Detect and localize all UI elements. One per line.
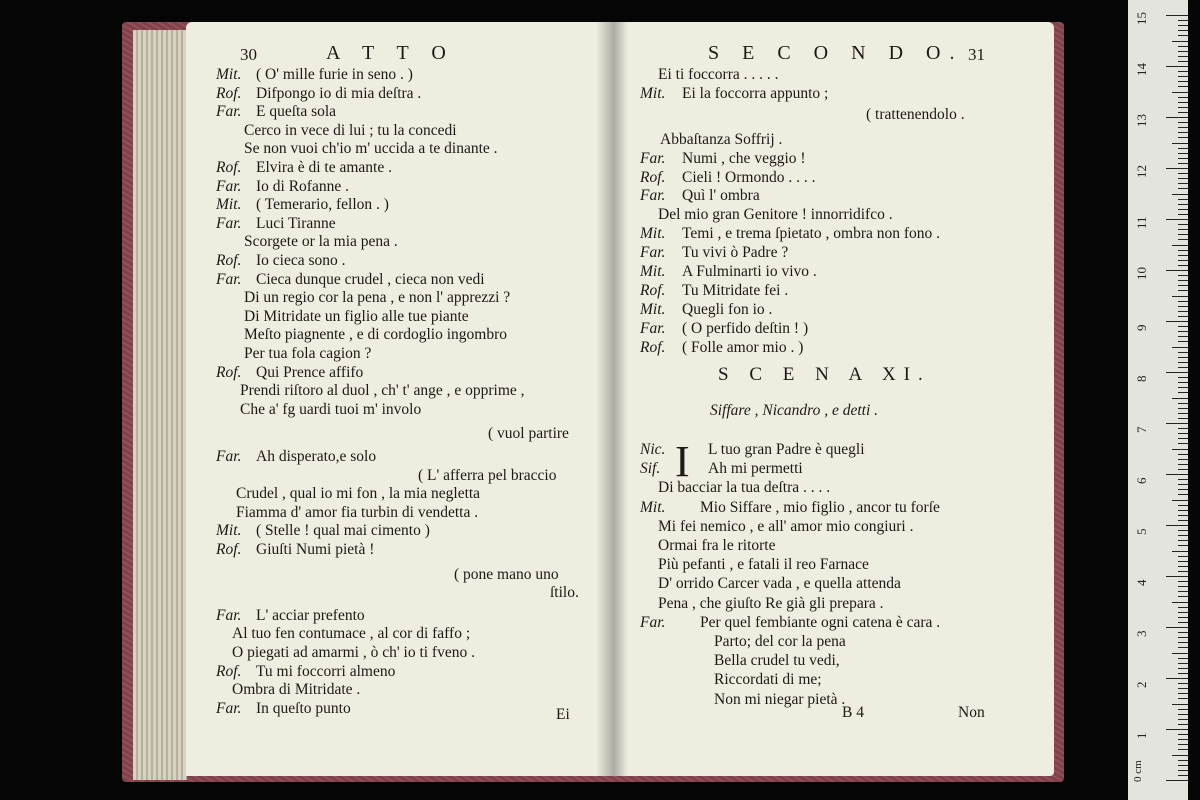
ruler-tick [1178, 540, 1188, 541]
dialogue-line: Ah mi permetti [708, 460, 803, 478]
ruler-tick [1172, 500, 1188, 501]
ruler-tick [1178, 454, 1188, 455]
dialogue-line: Bella crudel tu vedi, [714, 652, 840, 670]
ruler-tick [1178, 229, 1188, 230]
speaker-label: Far. [640, 187, 666, 205]
ruler-tick [1178, 265, 1188, 266]
ruler-tick [1178, 658, 1188, 659]
ruler-number: 2 [1134, 681, 1149, 688]
speaker-label: Far. [216, 177, 242, 195]
dialogue-line: Tu Mitridate fei . [682, 281, 789, 299]
ruler-tick [1178, 153, 1188, 154]
ruler-tick [1178, 632, 1188, 633]
ruler-tick [1178, 377, 1188, 378]
ruler-tick [1178, 734, 1188, 735]
ruler-tick [1178, 382, 1188, 383]
ruler-number: 7 [1134, 426, 1149, 433]
ruler-number: 10 [1134, 267, 1149, 280]
ruler-tick [1178, 719, 1188, 720]
ruler-tick [1178, 438, 1188, 439]
ruler-tick [1172, 551, 1188, 552]
ruler-tick [1178, 20, 1188, 21]
ruler-tick [1178, 122, 1188, 123]
speaker-label: Mit. [640, 225, 666, 243]
ruler-number: 4 [1134, 579, 1149, 586]
ruler-tick [1178, 520, 1188, 521]
ruler-tick [1178, 56, 1188, 57]
dialogue-line: Prendi riſtoro al duol , ch' t' ange , e opprime , [240, 382, 525, 400]
dialogue-line: Ei la foccorra appunto ; [682, 84, 829, 102]
ruler-tick [1166, 372, 1188, 373]
ruler-tick [1178, 459, 1188, 460]
ruler-tick [1178, 209, 1188, 210]
speaker-label: Rof. [216, 662, 242, 680]
ruler-tick [1178, 331, 1188, 332]
dialogue-line: Cieli ! Ormondo . . . . [682, 168, 816, 186]
ruler-tick [1166, 678, 1188, 679]
ruler-tick [1178, 581, 1188, 582]
ruler-tick [1178, 607, 1188, 608]
ruler-tick [1166, 423, 1188, 424]
ruler-tick [1172, 398, 1188, 399]
dialogue-line: Cerco in vece di lui ; tu la concedi [244, 121, 457, 139]
dialogue-line: Ah disperato,e solo [256, 448, 377, 465]
speaker-label: Mit. [640, 84, 666, 102]
dialogue-line: Tu vivi ò Padre ? [682, 244, 789, 262]
ruler-tick [1178, 35, 1188, 36]
dialogue-line: Per tua fola cagion ? [244, 345, 372, 362]
ruler-tick [1178, 387, 1188, 388]
ruler-number: 13 [1134, 114, 1149, 127]
dialogue-line: Per quel fembiante ogni catena è cara . [700, 613, 941, 631]
ruler-tick [1178, 275, 1188, 276]
ruler-tick [1178, 744, 1188, 745]
ruler-tick [1178, 260, 1188, 261]
dialogue-line: ſtilo. [550, 584, 579, 602]
ruler-tick [1178, 775, 1188, 776]
ruler-tick [1178, 765, 1188, 766]
ruler-tick [1178, 484, 1188, 485]
dialogue-line: Giuſti Numi pietà ! [256, 541, 375, 558]
ruler-tick [1178, 561, 1188, 562]
ruler-tick [1178, 336, 1188, 337]
ruler-tick [1178, 76, 1188, 77]
dialogue-line: Luci Tiranne [256, 214, 336, 232]
ruler-tick [1178, 280, 1188, 281]
ruler-tick [1178, 61, 1188, 62]
ruler-number: 5 [1134, 528, 1149, 535]
ruler-number: 12 [1134, 165, 1149, 178]
scene-cast: Siffare , Nicandro , e detti . [710, 402, 879, 419]
dialogue-line: Meſto piagnente , e di cordoglio ingombro [244, 326, 508, 344]
ruler-tick [1178, 530, 1188, 531]
ruler-tick [1178, 403, 1188, 404]
ruler-tick [1166, 15, 1188, 16]
speaker-label: Rof. [640, 281, 666, 299]
ruler-tick [1178, 250, 1188, 251]
ruler-tick [1166, 270, 1188, 271]
dialogue-line: ( vuol partire [488, 425, 569, 443]
speaker-label: Far. [216, 699, 242, 717]
dialogue-line: Di un regio cor la pena , e non l' apprezzi ? [244, 289, 511, 307]
signature-mark: B 4 [842, 704, 864, 721]
ruler-tick [1178, 199, 1188, 200]
ruler-tick [1178, 107, 1188, 108]
ruler-tick [1178, 622, 1188, 623]
dialogue-line: Ei ti foccorra . . . . . [658, 66, 779, 83]
ruler-tick [1178, 158, 1188, 159]
dialogue-line: Temi , e trema ſpietato , ombra non fono . [682, 225, 941, 243]
ruler-tick [1172, 704, 1188, 705]
dialogue-line: Non mi niegar pietà . [714, 690, 846, 708]
ruler-tick [1178, 132, 1188, 133]
ruler-tick [1178, 148, 1188, 149]
ruler-tick [1178, 86, 1188, 87]
ruler-tick [1178, 760, 1188, 761]
dialogue-line: D' orrido Carcer vada , e quella attenda [658, 575, 901, 593]
dialogue-line: Mio Siffare , mio figlio , ancor tu forſe [700, 498, 940, 516]
dialogue-line: ( pone mano uno [454, 565, 559, 583]
ruler-tick [1178, 724, 1188, 725]
ruler-tick [1178, 352, 1188, 353]
page-stack-edge [133, 30, 187, 780]
ruler-tick [1172, 194, 1188, 195]
ruler-tick [1178, 683, 1188, 684]
ruler-tick [1178, 479, 1188, 480]
dialogue-line: L' acciar prefento [256, 606, 365, 624]
ruler-tick [1178, 301, 1188, 302]
ruler-tick [1178, 316, 1188, 317]
ruler-tick [1178, 668, 1188, 669]
speaker-label: Far. [216, 448, 242, 465]
dialogue-line: ( Stelle ! qual mai cimento ) [256, 522, 430, 540]
ruler-tick [1178, 30, 1188, 31]
dialogue-line: ( Folle amor mio . ) [682, 338, 804, 356]
dialogue-line: E queſta sola [256, 103, 337, 121]
ruler-tick [1178, 489, 1188, 490]
speaker-label: Rof. [216, 84, 242, 102]
dialogue-line: Parto; del cor la pena [714, 633, 846, 650]
ruler-tick [1178, 637, 1188, 638]
speaker-label: Rof. [216, 363, 242, 381]
dialogue-line: Mi fei nemico , e all' amor mio congiuri . [658, 517, 914, 535]
dialogue-line: Di Mitridate un figlio alle tue piante [244, 307, 469, 325]
ruler-tick [1178, 71, 1188, 72]
ruler-tick [1178, 173, 1188, 174]
dialogue-line: Qui Prence affifo [256, 363, 364, 381]
right-catchword: Non [958, 704, 985, 721]
ruler-tick [1178, 418, 1188, 419]
dialogue-line: Elvira è di te amante . [256, 159, 392, 176]
dialogue-line: Numi , che veggio ! [682, 149, 806, 167]
speaker-label: Rof. [640, 338, 666, 356]
ruler-tick [1166, 525, 1188, 526]
ruler-tick [1178, 408, 1188, 409]
dialogue-line: Se non vuoi ch'io m' uccida a te dinante . [244, 140, 498, 158]
dialogue-line: ( O' mille furie in seno . ) [256, 66, 413, 83]
ruler-tick [1178, 612, 1188, 613]
ruler-tick [1178, 290, 1188, 291]
dialogue-line: Più pefanti , e fatali il reo Farnace [658, 556, 869, 574]
ruler-tick [1178, 749, 1188, 750]
ruler-tick [1178, 102, 1188, 103]
right-page-number: 31 [968, 45, 985, 64]
ruler-tick [1166, 576, 1188, 577]
ruler-tick [1178, 255, 1188, 256]
ruler-tick [1172, 755, 1188, 756]
speaker-label: Mit. [216, 522, 242, 540]
ruler-tick [1178, 234, 1188, 235]
ruler-tick [1178, 326, 1188, 327]
ruler-tick [1166, 66, 1188, 67]
speaker-label: Far. [640, 613, 666, 631]
speaker-label: Mit. [640, 498, 666, 516]
ruler-tick [1178, 586, 1188, 587]
ruler-number: 15 [1134, 12, 1149, 25]
ruler-tick [1172, 653, 1188, 654]
speaker-label: Sif. [640, 460, 661, 478]
ruler-number: 3 [1134, 630, 1149, 637]
ruler-tick [1178, 693, 1188, 694]
ruler-tick [1178, 688, 1188, 689]
ruler-tick [1178, 469, 1188, 470]
measuring-ruler [1128, 0, 1188, 800]
dialogue-line: ( Temerario, fellon . ) [256, 196, 389, 214]
ruler-tick [1178, 51, 1188, 52]
book-gutter [596, 22, 628, 776]
ruler-tick [1178, 647, 1188, 648]
speaker-label: Rof. [216, 252, 242, 269]
dialogue-line: O piegati ad amarmi , ò ch' io ti fveno . [232, 644, 475, 661]
ruler-tick [1178, 770, 1188, 771]
ruler-number: 6 [1134, 477, 1149, 484]
ruler-tick [1178, 81, 1188, 82]
speaker-label: Rof. [216, 541, 242, 558]
ruler-tick [1178, 285, 1188, 286]
speaker-label: Far. [216, 270, 242, 288]
ruler-tick [1178, 556, 1188, 557]
ruler-tick [1178, 127, 1188, 128]
speaker-label: Mit. [216, 196, 242, 214]
dialogue-line: Di bacciar la tua deſtra . . . . [658, 479, 831, 497]
dialogue-line: Difpongo io di mia deſtra . [256, 84, 422, 102]
big-initial-letter: I [675, 437, 690, 486]
ruler-tick [1178, 188, 1188, 189]
ruler-tick [1178, 311, 1188, 312]
ruler-tick [1172, 347, 1188, 348]
ruler-tick [1178, 239, 1188, 240]
speaker-label: Rof. [216, 159, 242, 176]
ruler-tick [1178, 535, 1188, 536]
ruler-tick [1178, 306, 1188, 307]
speaker-label: Far. [640, 244, 666, 262]
scene-title: S C E N A XI. [718, 364, 931, 385]
ruler-unit-label: 0 cm [1132, 760, 1144, 782]
ruler-number: 8 [1134, 375, 1149, 382]
ruler-tick [1178, 591, 1188, 592]
ruler-tick [1172, 602, 1188, 603]
ruler-tick [1178, 566, 1188, 567]
dialogue-line: ( trattenendolo . [866, 105, 965, 123]
dialogue-line: Al tuo fen contumace , al cor di faffo ; [232, 625, 471, 643]
dialogue-line: Del mio gran Genitore ! innorridifco . [658, 206, 893, 224]
ruler-tick [1172, 449, 1188, 450]
ruler-tick [1166, 117, 1188, 118]
ruler-tick [1178, 596, 1188, 597]
ruler-tick [1178, 714, 1188, 715]
ruler-tick [1178, 505, 1188, 506]
speaker-label: Mit. [640, 263, 666, 280]
ruler-tick [1178, 97, 1188, 98]
ruler-tick [1178, 515, 1188, 516]
ruler-tick [1178, 413, 1188, 414]
dialogue-line: Cieca dunque crudel , cieca non vedi [256, 270, 485, 288]
ruler-tick [1166, 780, 1188, 781]
ruler-tick [1166, 168, 1188, 169]
dialogue-line: Fiamma d' amor fia turbin di vendetta . [236, 503, 479, 521]
ruler-tick [1178, 494, 1188, 495]
ruler-tick [1172, 41, 1188, 42]
ruler-tick [1166, 219, 1188, 220]
left-page-number: 30 [240, 45, 257, 64]
ruler-number: 14 [1134, 63, 1149, 76]
ruler-tick [1178, 163, 1188, 164]
ruler-tick [1178, 341, 1188, 342]
speaker-label: Far. [216, 103, 242, 121]
dialogue-line: Scorgete or la mia pena . [244, 233, 398, 251]
ruler-tick [1178, 204, 1188, 205]
ruler-tick [1178, 545, 1188, 546]
dialogue-line: Quì l' ombra [682, 187, 760, 205]
ruler-tick [1178, 178, 1188, 179]
right-header-title: S E C O N D O. [708, 42, 964, 64]
ruler-tick [1178, 367, 1188, 368]
speaker-label: Mit. [640, 300, 666, 318]
ruler-tick [1172, 143, 1188, 144]
ruler-tick [1178, 443, 1188, 444]
ruler-tick [1166, 627, 1188, 628]
ruler-tick [1178, 112, 1188, 113]
ruler-tick [1178, 183, 1188, 184]
ruler-tick [1178, 739, 1188, 740]
ruler-tick [1178, 25, 1188, 26]
ruler-tick [1178, 571, 1188, 572]
dialogue-line: Pena , che giuſto Re già gli prepara . [658, 594, 884, 612]
speaker-label: Rof. [640, 168, 666, 186]
dialogue-line: Tu mi foccorri almeno [256, 662, 396, 680]
ruler-tick [1178, 673, 1188, 674]
speaker-label: Far. [640, 149, 666, 167]
ruler-tick [1166, 321, 1188, 322]
speaker-label: Mit. [216, 66, 242, 83]
dialogue-line: Che a' fg uardi tuoi m' involo [240, 400, 422, 418]
dialogue-line: Ormai fra le ritorte [658, 537, 776, 554]
ruler-number: 11 [1134, 216, 1149, 229]
dialogue-line: Ombra di Mitridate . [232, 681, 361, 699]
ruler-tick [1178, 663, 1188, 664]
dialogue-line: ( O perfido deſtin ! ) [682, 319, 809, 337]
dialogue-line: In queſto punto [256, 699, 351, 717]
speaker-label: Far. [216, 606, 242, 624]
ruler-tick [1178, 357, 1188, 358]
ruler-tick [1178, 428, 1188, 429]
ruler-tick [1178, 617, 1188, 618]
dialogue-line: ( L' afferra pel braccio [418, 466, 557, 484]
ruler-tick [1178, 709, 1188, 710]
ruler-tick [1178, 46, 1188, 47]
ruler-tick [1178, 392, 1188, 393]
ruler-tick [1178, 464, 1188, 465]
ruler-tick [1178, 214, 1188, 215]
ruler-tick [1172, 92, 1188, 93]
ruler-tick [1178, 510, 1188, 511]
dialogue-line: L tuo gran Padre è quegli [708, 441, 865, 458]
ruler-tick [1178, 642, 1188, 643]
dialogue-line: Riccordati di me; [714, 671, 822, 689]
ruler-tick [1172, 245, 1188, 246]
dialogue-line: A Fulminarti io vivo . [682, 263, 817, 280]
ruler-tick [1178, 362, 1188, 363]
ruler-tick [1166, 729, 1188, 730]
dialogue-line: Io di Rofanne . [256, 177, 349, 195]
ruler-tick [1172, 296, 1188, 297]
dialogue-line: Abbaſtanza Soffrij . [660, 130, 783, 148]
left-catchword: Ei [556, 706, 570, 723]
ruler-tick [1178, 137, 1188, 138]
speaker-label: Far. [640, 319, 666, 337]
ruler-number: 9 [1134, 324, 1149, 331]
ruler-tick [1166, 474, 1188, 475]
dialogue-line: Crudel , qual io mi fon , la mia negletta [236, 485, 481, 503]
speaker-label: Far. [216, 214, 242, 232]
ruler-tick [1178, 433, 1188, 434]
dialogue-line: Quegli fon io . [682, 300, 773, 318]
ruler-tick [1178, 698, 1188, 699]
speaker-label: Nic. [640, 441, 666, 458]
ruler-number: 1 [1134, 732, 1149, 739]
ruler-tick [1178, 224, 1188, 225]
dialogue-line: Io cieca sono . [256, 252, 346, 269]
left-header-title: A T T O [326, 42, 455, 64]
